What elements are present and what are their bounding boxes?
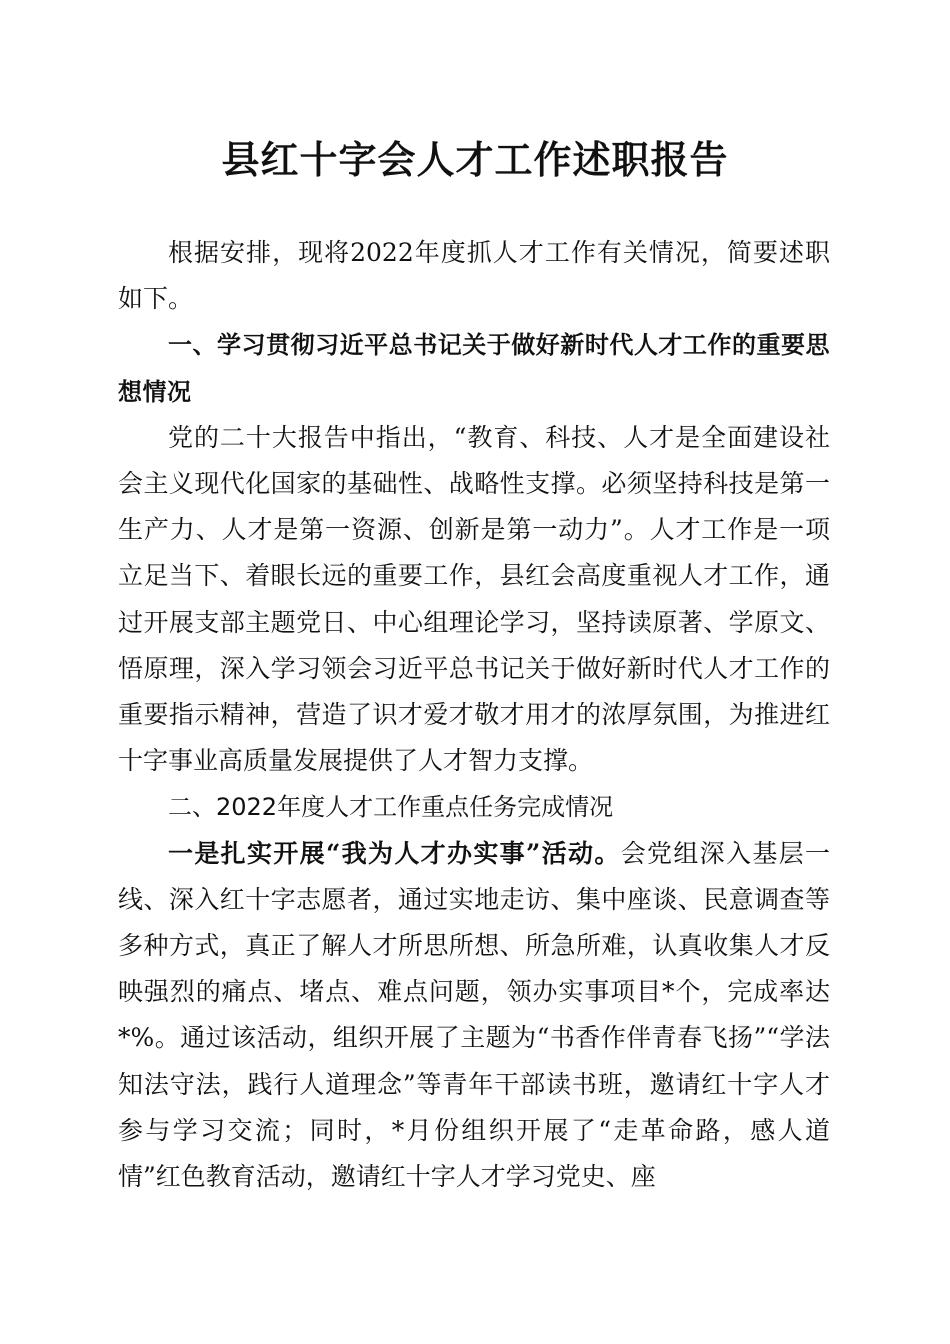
section-1-paragraph: 党的二十大报告中指出，“教育、科技、人才是全面建设社会主义现代化国家的基础性、战略性支撑。必须坚持科技是第一生产力、人才是第一资源、创新是第一动力”。人才工作是一项立足当下、着眼长远的重要工作，县红会高度重视人才工作，通过开展支部主题党日、中心组理论学习，坚持读原著、学原文、悟原理，深入学习领会习近平总书记关于做好新时代人才工作的重要指示精神，营造了识才爱才敬才用才的浓厚氛围，为推进红十字事业高质量发展提供了人才智力支撑。: [118, 422, 830, 776]
document-body: [118, 230, 830, 1200]
document-title: 县红十字会人才工作述职报告: [221, 137, 729, 182]
section-2-heading: 二、2022年度人才工作重点任务完成情况: [168, 793, 614, 822]
section-2-item-1: [118, 831, 830, 1201]
section-2-item-1-text: 会党组深入基层一线、深入红十字志愿者，通过实地走访、集中座谈、民意调查等多种方式，真正了解人才所思所想、所急所难，认真收集人才反映强烈的痛点、堵点、难点问题，领办实事项目*个，完成率达*%。通过该活动，组织开展了主题为“书香作伴青春飞扬”“学法知法守法，践行人道理念”等青年干部读书班，邀请红十字人才参与学习交流；同时，*月份组织开展了“走革命路，感人道情”红色教育活动，邀请红十字人才学习党史、座: [118, 838, 830, 1192]
section-2-item-1-lead: 一是扎实开展“我为人才办实事”活动。: [168, 838, 621, 868]
intro-paragraph: 根据安排，现将2022年度抓人才工作有关情况，简要述职如下。: [118, 238, 830, 314]
section-1-heading: 一、学习贯彻习近平总书记关于做好新时代人才工作的重要思想情况: [118, 331, 830, 406]
